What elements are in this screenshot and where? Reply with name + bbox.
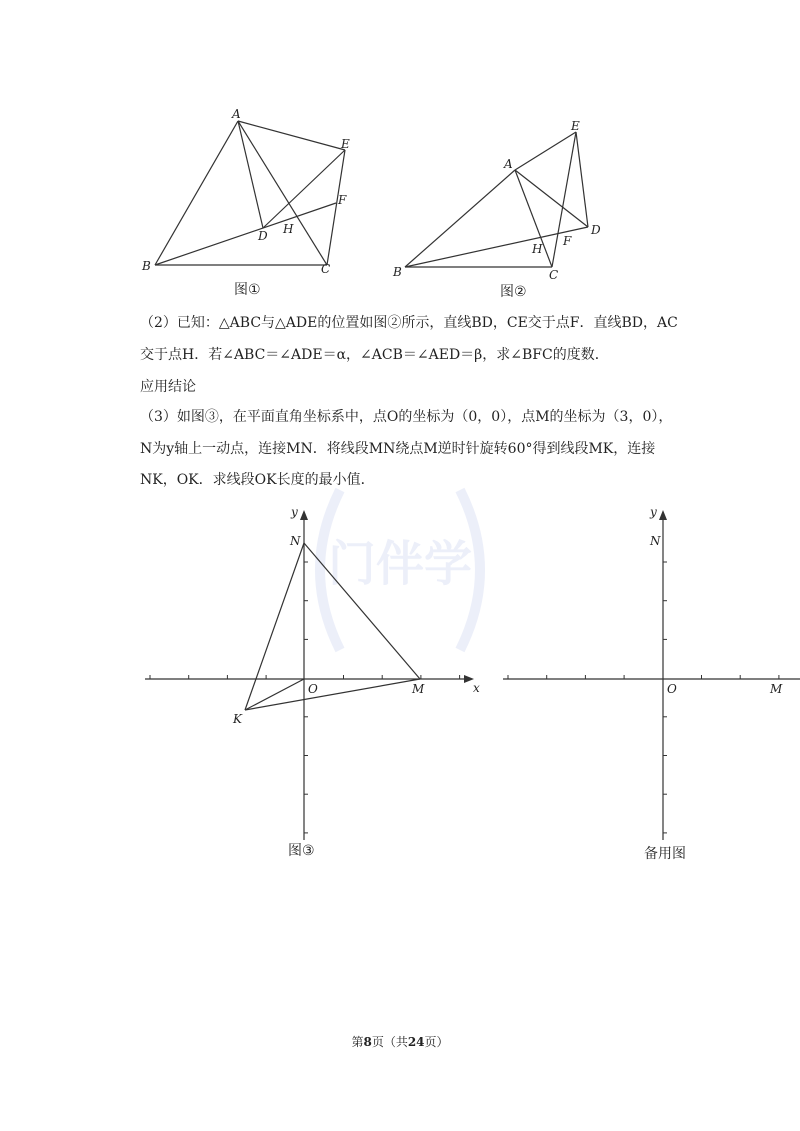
svg-text:门伴学: 门伴学	[327, 536, 473, 592]
backup-label-o: O	[667, 682, 677, 696]
backup-y-label: y	[650, 505, 657, 519]
footer-prefix: 第	[351, 1035, 364, 1049]
fig3-x-label: x	[473, 681, 480, 695]
fig3-label-m: M	[412, 682, 425, 696]
fig1-caption: 图①	[234, 282, 261, 298]
footer-suffix: 页）	[424, 1035, 449, 1049]
fig2-label-f: F	[563, 234, 572, 248]
fig3-label-o: O	[308, 682, 318, 696]
fig2-label-e: E	[571, 119, 580, 133]
footer-total-pages: 24	[407, 1035, 425, 1049]
fig2-label-h: H	[532, 242, 543, 256]
fig2-caption: 图②	[500, 284, 527, 300]
backup-label-m: M	[770, 682, 783, 696]
fig1-label-f: F	[338, 193, 347, 207]
figure-1	[141, 107, 350, 298]
fig2-label-c: C	[549, 268, 559, 282]
problem-3-line-1: （3）如图③，在平面直角坐标系中，点O的坐标为（0，0），点M的坐标为（3，0），	[140, 409, 673, 425]
figure-2	[392, 119, 601, 300]
fig2-label-b: B	[393, 265, 402, 279]
fig3-label-k: K	[233, 712, 242, 726]
fig1-label-a: A	[232, 107, 241, 121]
footer-page-number: 8	[363, 1035, 372, 1049]
fig3-y-label: y	[291, 505, 298, 519]
fig2-label-d: D	[591, 223, 601, 237]
figure-backup	[503, 505, 800, 862]
fig2-label-a: A	[504, 157, 513, 171]
fig1-label-b: B	[142, 259, 151, 273]
footer-middle: 页（共	[371, 1035, 408, 1049]
fig1-label-c: C	[321, 262, 331, 276]
backup-caption: 备用图	[644, 846, 686, 862]
problem-3-line-3: NK，OK．求线段OK长度的最小值．	[140, 472, 375, 488]
fig1-label-h: H	[283, 222, 294, 236]
problem-3-line-2: N为y轴上一动点，连接MN．将线段MN绕点M逆时针旋转60°得到线段MK，连接	[140, 441, 656, 457]
figure-3	[145, 505, 480, 859]
fig1-label-e: E	[341, 137, 350, 151]
fig1-label-d: D	[258, 229, 268, 243]
fig3-label-n: N	[290, 534, 301, 548]
section-heading: 应用结论	[140, 379, 196, 395]
page-footer	[0, 1033, 800, 1050]
problem-2-line-1: （2）已知：△ABC与△ADE的位置如图②所示，直线BD，CE交于点F．直线BD，AC	[140, 315, 678, 331]
backup-label-n: N	[650, 534, 661, 548]
fig3-caption: 图③	[288, 843, 315, 859]
problem-2-line-2: 交于点H．若∠ABC＝∠ADE＝α，∠ACB＝∠AED＝β，求∠BFC的度数．	[140, 347, 609, 363]
